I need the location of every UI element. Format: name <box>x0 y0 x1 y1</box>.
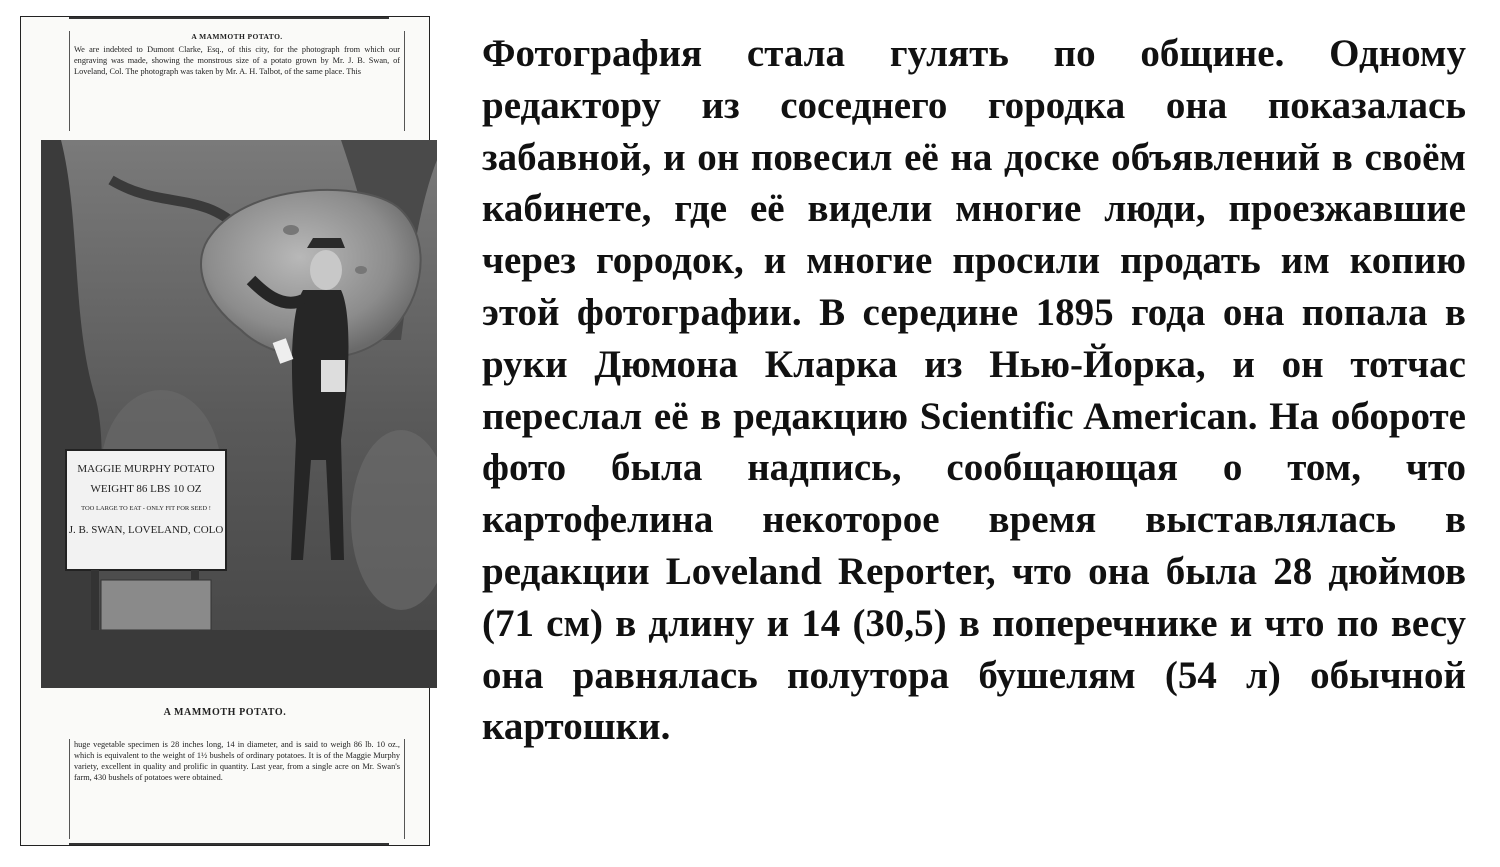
clipping-bottom-rule <box>69 843 389 845</box>
sign-line-3: TOO LARGE TO EAT - ONLY FIT FOR SEED ! <box>81 505 211 512</box>
newspaper-clipping <box>20 16 430 846</box>
potato-photo <box>41 140 437 688</box>
clipping-top-text: We are indebted to Dumont Clarke, Esq., of this city, for the photograph from which our engraving was made, showing the monstrous size of a potato grown by Mr. J. B. Swan, of Loveland, Col. The photograph was taken by Mr. A. H. Talbot, of the same place. This <box>74 45 400 76</box>
clipping-bottom-text: huge vegetable specimen is 28 inches long, 14 in diameter, and is said to weigh 86 lb. 10 oz., which is equivalent to the weight of 1½ bushels of ordinary potatoes. It is of the Maggie Murphy variety, excellent in quality and prolific in quantity. Last year, from a single acre on Mr. Swan's farm, 430 bushels of potatoes were obtained. <box>74 740 400 782</box>
clipping-top-rule <box>69 17 389 19</box>
photo-caption: A MAMMOTH POTATO. <box>163 707 287 718</box>
clipping-heading: A MAMMOTH POTATO. <box>191 32 283 41</box>
sign-line-4: J. B. SWAN, LOVELAND, COLO <box>68 524 224 536</box>
sign-line-1: MAGGIE MURPHY POTATO <box>77 463 215 475</box>
sign-line-2: WEIGHT 86 LBS 10 OZ <box>90 483 202 495</box>
clipping-bottom-column <box>69 739 405 839</box>
article-text: Фотография стала гулять по общине. Одному редактору из соседнего городка она показалась забавной, и он повесил её на доске объявлений в своём кабинете, где её видели многие люди, проезжавшие через городок, и многие просили продать им копию этой фотографии. В середине 1895 года она попала в руки Дюмона Кларка из Нью-Йорка, и он тотчас переслал её в редакцию Scientific American. На обороте фото была надпись, сообщающая о том, что картофелина некоторое время выставлялась в редакции Loveland Reporter, что она была 28 дюймов (71 см) в длину и 14 (30,5) в поперечнике и что по весу она равнялась полутора бушелям (54 л) обычной картошки. <box>482 32 1466 749</box>
clipping-top-column <box>69 31 405 131</box>
